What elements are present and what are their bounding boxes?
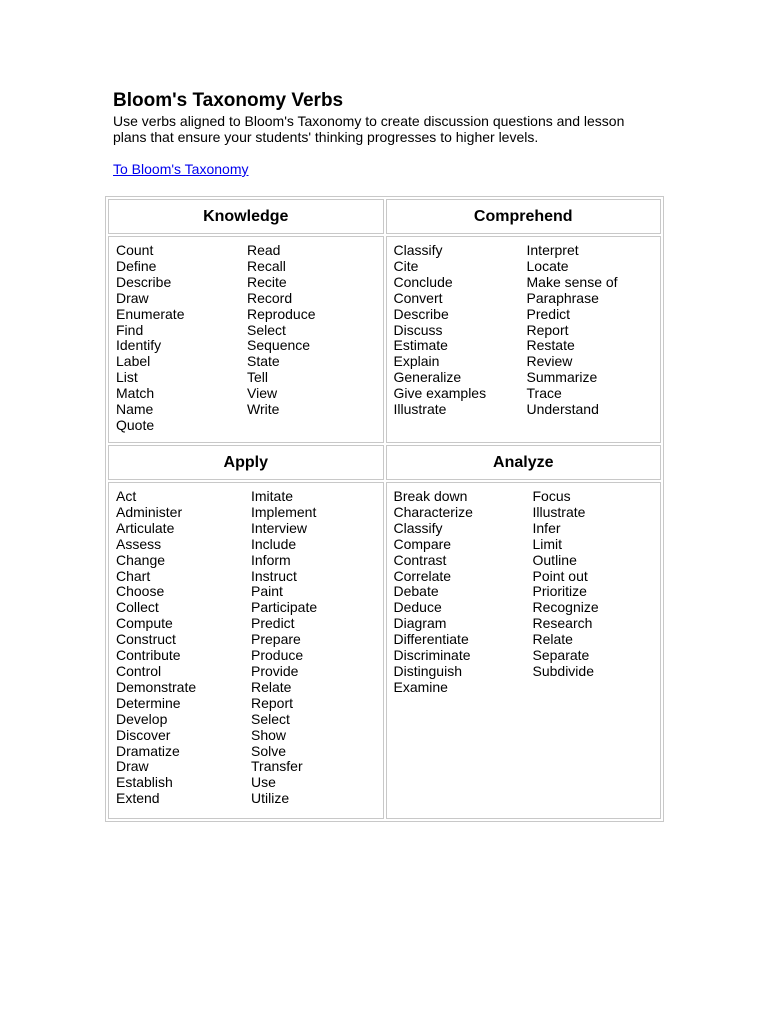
verb-item: Name: [116, 401, 154, 418]
verb-item: Determine: [116, 694, 181, 711]
verb-item: Point out: [532, 567, 588, 584]
verb-item: Recognize: [532, 599, 599, 616]
verb-item: Match: [116, 385, 155, 402]
verb-item: Illustrate: [532, 503, 586, 520]
verb-item: State: [247, 353, 280, 370]
verb-item: Focus: [532, 488, 571, 504]
verb-item: Utilize: [251, 790, 290, 807]
verb-item: Show: [251, 726, 287, 743]
verb-item: Discover: [116, 726, 171, 743]
verb-item: Prioritize: [532, 583, 587, 600]
verb-item: Select: [251, 710, 290, 727]
knowledge-heading: Knowledge: [108, 199, 384, 234]
verb-item: Classify: [393, 242, 443, 258]
verb-item: Give examples: [393, 385, 487, 402]
verb-item: Enumerate: [116, 305, 185, 322]
verb-item: Change: [116, 551, 166, 568]
verb-item: Establish: [116, 774, 173, 791]
verb-item: Describe: [393, 305, 449, 322]
verb-item: Differentiate: [393, 631, 469, 648]
verb-list: [247, 243, 316, 434]
verb-item: Read: [247, 242, 281, 258]
verb-list: [527, 243, 618, 418]
verb-item: Transfer: [251, 758, 303, 775]
verb-item: Deduce: [393, 599, 442, 616]
verb-item: Reproduce: [247, 305, 316, 322]
verb-item: Administer: [116, 503, 183, 520]
verb-item: Conclude: [393, 273, 453, 290]
verb-item: Imitate: [251, 488, 294, 504]
verb-item: Compare: [393, 535, 452, 552]
verb-item: List: [116, 369, 138, 386]
verb-item: Sequence: [247, 337, 311, 354]
verb-item: Paint: [251, 583, 283, 600]
verb-item: Report: [251, 694, 294, 711]
blooms-taxonomy-link[interactable]: To Bloom's Taxonomy: [113, 161, 249, 177]
verb-item: Articulate: [116, 519, 175, 536]
verb-item: Review: [526, 353, 573, 370]
verb-item: Trace: [526, 385, 562, 402]
knowledge-cell: [108, 236, 384, 443]
verb-item: Include: [251, 535, 297, 552]
verbs-table: [105, 196, 664, 822]
verb-list: [394, 489, 533, 696]
verb-item: Locate: [526, 257, 569, 274]
apply-cell: [108, 482, 384, 819]
verb-item: Demonstrate: [116, 678, 197, 695]
verb-item: Use: [251, 774, 276, 791]
verb-item: Tell: [247, 369, 269, 386]
verb-item: Summarize: [526, 369, 598, 386]
verb-item: Draw: [116, 758, 149, 775]
verb-item: Quote: [116, 416, 155, 433]
verb-item: Relate: [251, 678, 292, 695]
verb-item: Define: [116, 257, 157, 274]
verb-item: Outline: [532, 551, 577, 568]
verb-item: Dramatize: [116, 742, 180, 759]
verb-item: Relate: [532, 631, 573, 648]
verb-item: Instruct: [251, 567, 297, 584]
verb-item: View: [247, 385, 278, 402]
verb-item: Limit: [532, 535, 563, 552]
verb-list: [394, 243, 527, 418]
verb-item: Understand: [526, 401, 599, 418]
verb-item: Estimate: [393, 337, 448, 354]
verb-item: Discriminate: [393, 647, 471, 664]
verb-item: Convert: [393, 289, 443, 306]
verb-item: Predict: [251, 615, 295, 632]
verb-item: Label: [116, 353, 151, 370]
verb-item: Interview: [251, 519, 308, 536]
verb-list: [533, 489, 599, 696]
verb-list: [251, 489, 317, 807]
verb-item: Contribute: [116, 647, 181, 664]
verb-item: Develop: [116, 710, 168, 727]
verb-item: Participate: [251, 599, 318, 616]
verb-item: Count: [116, 242, 154, 258]
verb-list: [116, 243, 247, 434]
apply-heading: Apply: [108, 445, 384, 480]
verb-item: Contrast: [393, 551, 447, 568]
verb-item: Explain: [393, 353, 440, 370]
verb-item: Select: [247, 321, 286, 338]
verb-item: Cite: [393, 257, 419, 274]
verb-item: Choose: [116, 583, 165, 600]
verb-item: Compute: [116, 615, 173, 632]
verb-item: Prepare: [251, 631, 301, 648]
verb-item: Break down: [393, 488, 468, 504]
verb-item: Identify: [116, 337, 162, 354]
verb-item: Illustrate: [393, 401, 447, 418]
verb-item: Distinguish: [393, 662, 462, 679]
verb-item: Infer: [532, 519, 561, 536]
verb-item: Record: [247, 289, 293, 306]
verb-item: Assess: [116, 535, 162, 552]
verb-item: Describe: [116, 273, 172, 290]
analyze-heading: Analyze: [386, 445, 662, 480]
verb-item: Characterize: [393, 503, 473, 520]
verb-item: Classify: [393, 519, 443, 536]
verb-item: Correlate: [393, 567, 452, 584]
verb-item: Inform: [251, 551, 291, 568]
intro-paragraph: Use verbs aligned to Bloom's Taxonomy to create discussion questions and lesson plans that ensure your students' thinking progresses to higher levels.: [113, 113, 625, 145]
verb-item: Control: [116, 662, 162, 679]
verb-item: Find: [116, 321, 144, 338]
verb-item: Report: [526, 321, 569, 338]
verb-item: Construct: [116, 631, 176, 648]
verb-item: Debate: [393, 583, 439, 600]
verb-item: Draw: [116, 289, 149, 306]
verb-item: Implement: [251, 503, 317, 520]
verb-item: Provide: [251, 662, 299, 679]
verb-item: Generalize: [393, 369, 462, 386]
verb-item: Subdivide: [532, 662, 594, 679]
verb-item: Research: [532, 615, 593, 632]
verb-item: Recall: [247, 257, 286, 274]
verb-item: Separate: [532, 647, 590, 664]
verb-item: Restate: [526, 337, 575, 354]
verb-item: Discuss: [393, 321, 443, 338]
verb-item: Examine: [393, 678, 448, 695]
verb-item: Predict: [526, 305, 571, 322]
comprehend-cell: [386, 236, 662, 443]
verb-list: [116, 489, 251, 807]
verb-item: Write: [247, 401, 280, 418]
verb-item: Produce: [251, 647, 304, 664]
verb-item: Recite: [247, 273, 287, 290]
verb-item: Chart: [116, 567, 151, 584]
verb-item: Paraphrase: [526, 289, 599, 306]
verb-item: Act: [116, 488, 137, 504]
verb-item: Diagram: [393, 615, 447, 632]
verb-item: Make sense of: [526, 273, 618, 290]
analyze-cell: [386, 482, 662, 819]
verb-item: Collect: [116, 599, 159, 616]
verb-item: Interpret: [526, 242, 579, 258]
verb-item: Extend: [116, 790, 160, 807]
comprehend-heading: Comprehend: [386, 199, 662, 234]
verb-item: Solve: [251, 742, 287, 759]
page-title: Bloom's Taxonomy Verbs: [113, 90, 344, 111]
